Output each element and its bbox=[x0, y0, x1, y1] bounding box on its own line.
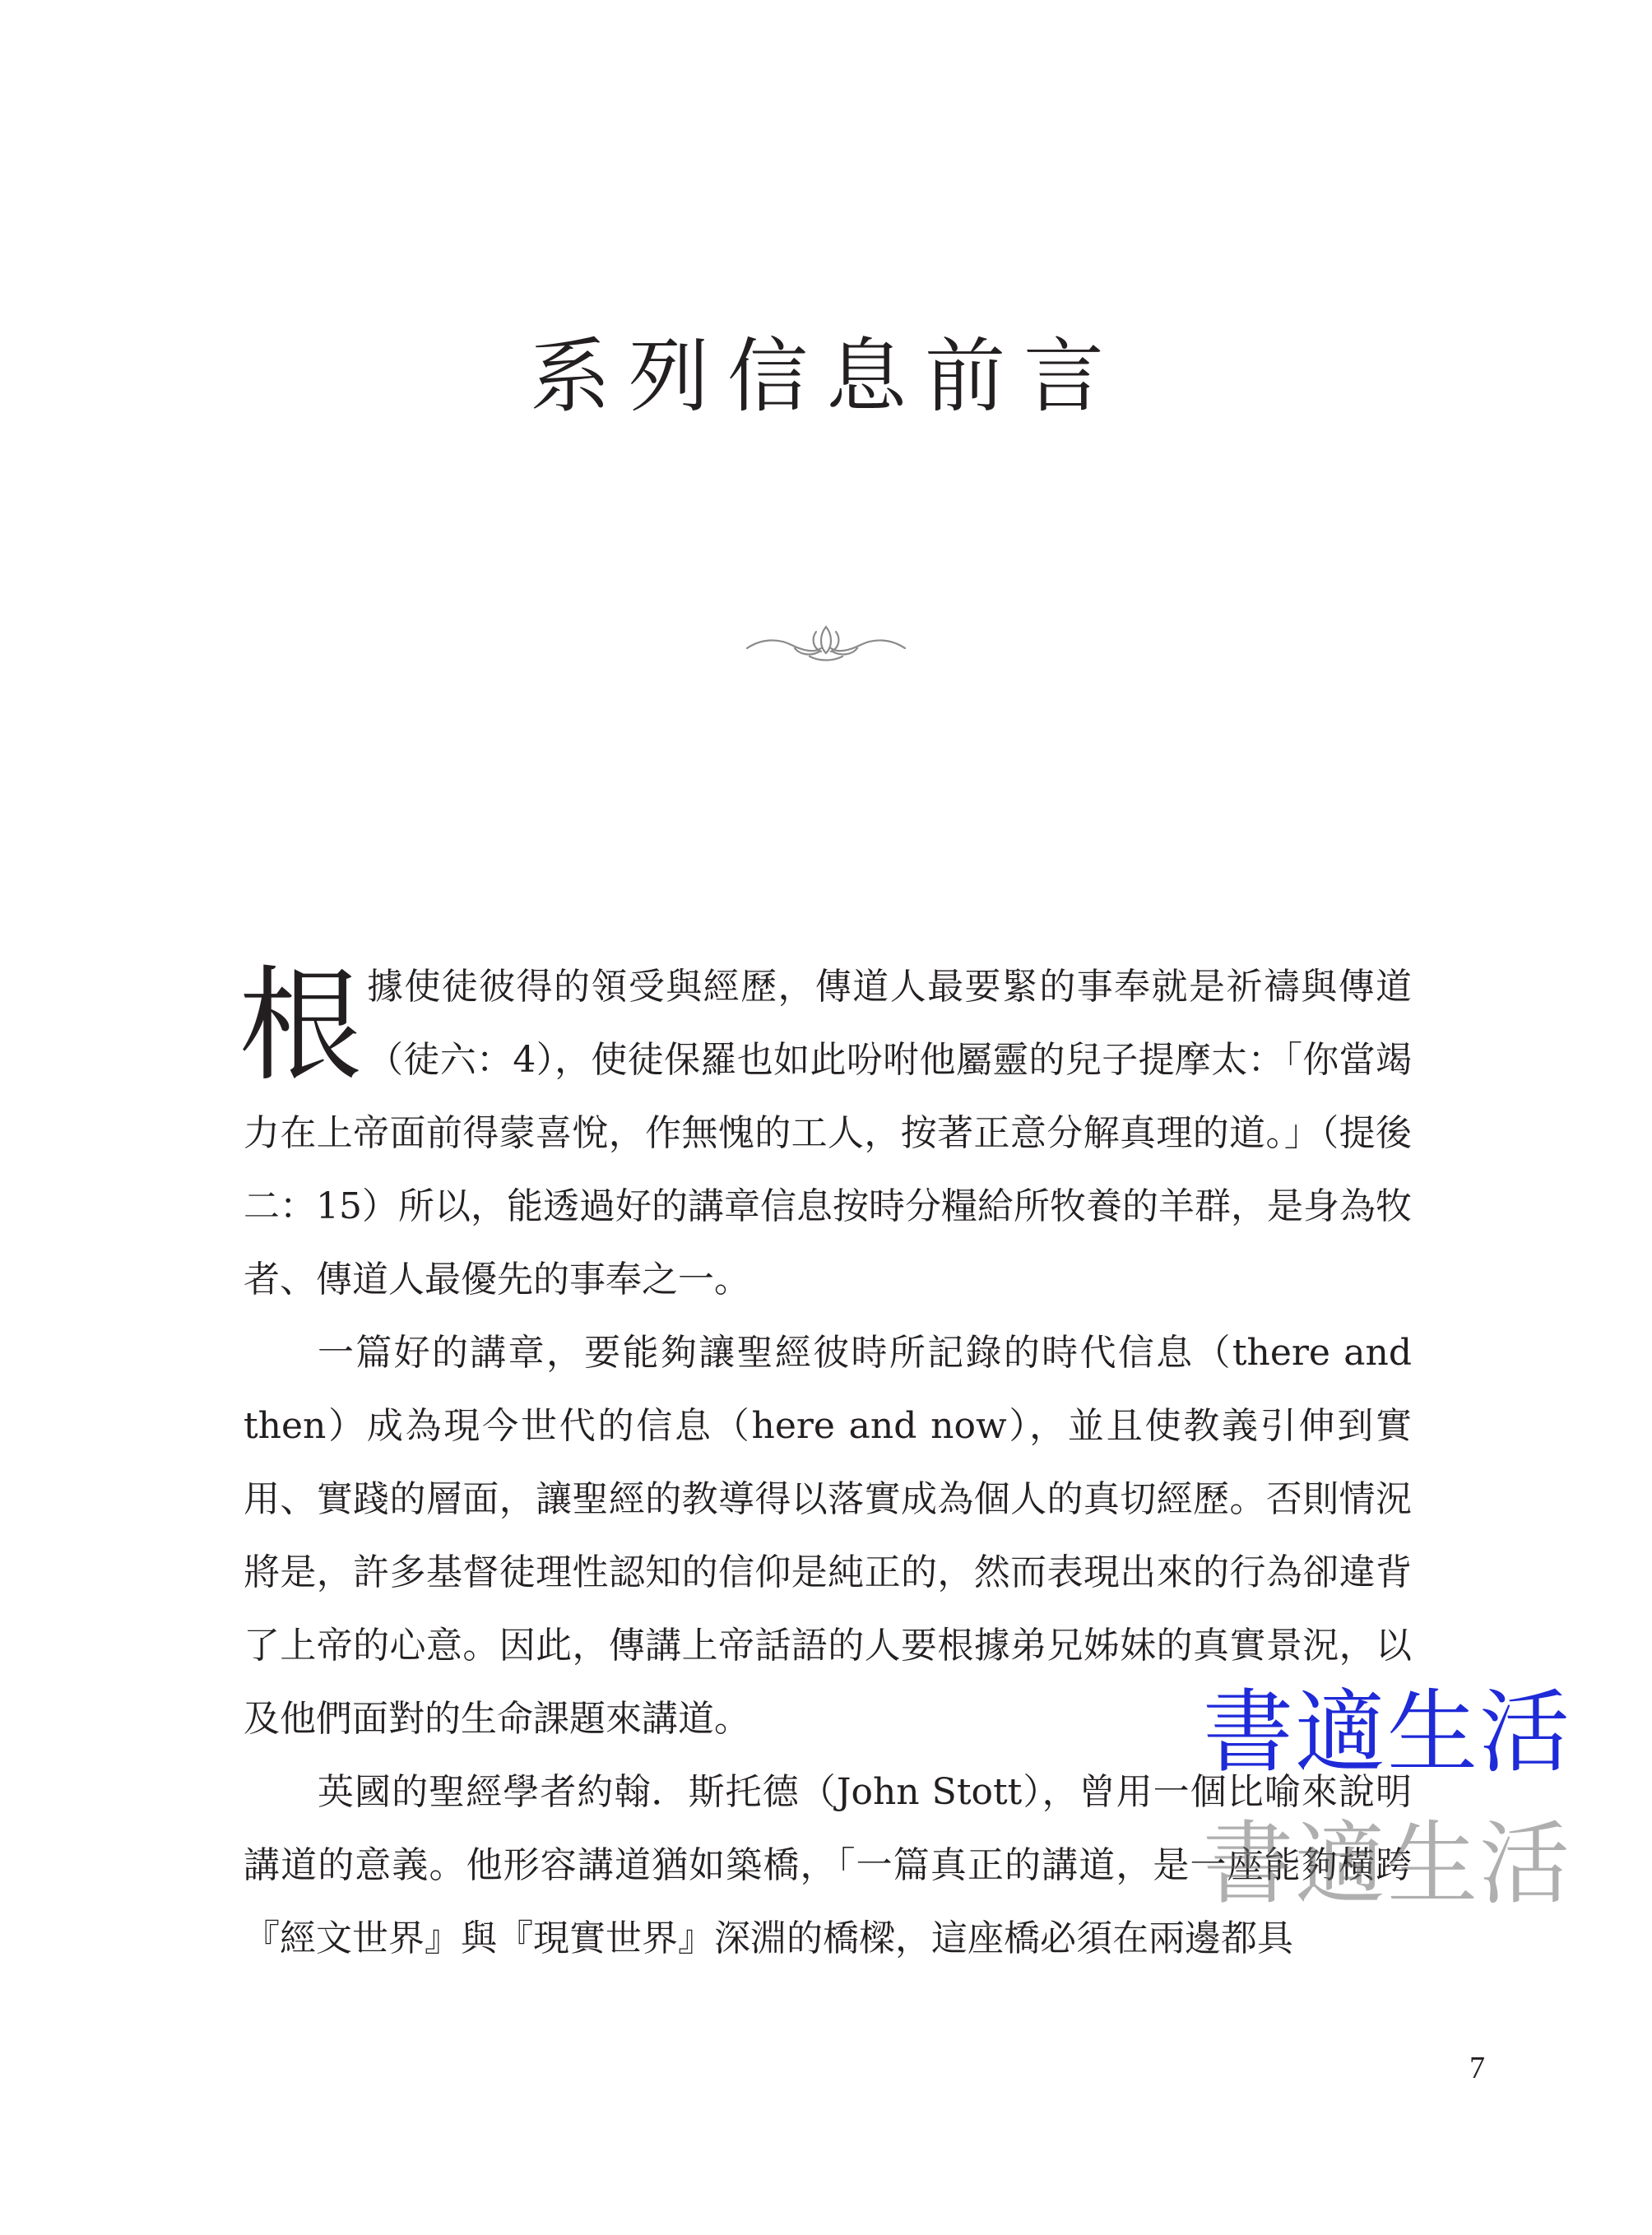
flourish-ornament-icon bbox=[745, 620, 907, 666]
drop-cap: 根 bbox=[239, 955, 363, 1098]
paragraph-1-text: 據使徒彼得的領受與經歷，傳道人最要緊的事奉就是祈禱與傳道（徒六：4），使徒保羅也如此吩咐他屬靈的兒子提摩太：「你當竭力在上帝面前得蒙喜悅，作無愧的工人，按著正意分解真理的道。」（提後二：15）所以，能透過好的講章信息按時分糧給所牧養的羊群，是身為牧者、傳道人最優先的事奉之一。 bbox=[244, 966, 1412, 1301]
page-number: 7 bbox=[1469, 2051, 1485, 2085]
paragraph-3: 英國的聖經學者約翰．斯托德（John Stott），曾用一個比喻來說明講道的意義。他形容講道猶如築橋，「一篇真正的講道，是一座能夠橫跨『經文世界』與『現實世界』深淵的橋樑，這座橋必須在兩邊都具 bbox=[244, 1771, 1412, 1959]
paragraph-1 bbox=[239, 950, 1412, 1316]
watermark-secondary: 書適生活 bbox=[1203, 1811, 1571, 1917]
page-title: 系列信息前言 bbox=[529, 330, 1122, 424]
watermark-primary: 書適生活 bbox=[1203, 1680, 1571, 1785]
paragraph-2: 一篇好的講章，要能夠讓聖經彼時所記錄的時代信息（there and then）成為現今世代的信息（here and now），並且使教義引伸到實用、實踐的層面，讓聖經的教導得以落實成為個人的真切經歷。否則情況將是，許多基督徒理性認知的信仰是純正的，然而表現出來的行為卻違背了上帝的心意。因此，傳講上帝話語的人要根據弟兄姊妹的真實景況，以及他們面對的生命課題來講道。 bbox=[244, 1332, 1412, 1740]
